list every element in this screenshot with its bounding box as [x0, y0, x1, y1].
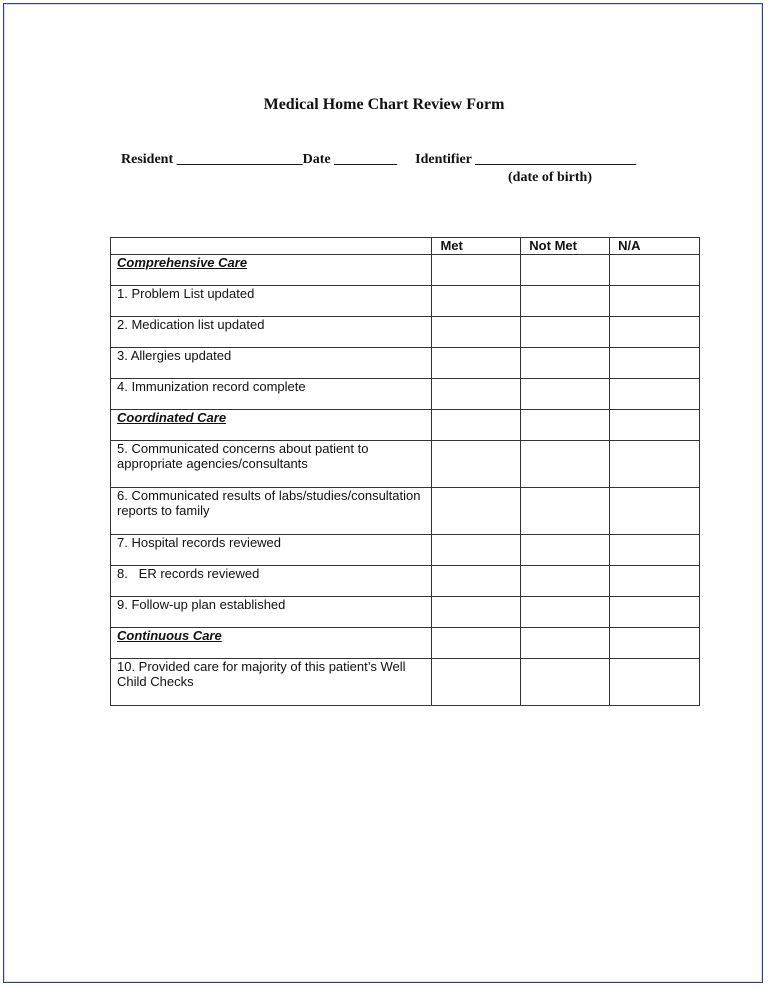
not-met-cell[interactable] [521, 379, 610, 410]
met-cell[interactable] [432, 348, 521, 379]
not-met-cell[interactable] [521, 566, 610, 597]
met-cell[interactable] [432, 597, 521, 628]
na-cell[interactable] [610, 566, 700, 597]
na-cell[interactable] [610, 488, 700, 535]
not-met-cell[interactable] [521, 488, 610, 535]
section-comprehensive-care: Comprehensive Care [117, 255, 248, 270]
met-cell[interactable] [432, 410, 521, 441]
na-cell[interactable] [610, 348, 700, 379]
form-title: Medical Home Chart Review Form [263, 96, 505, 113]
not-met-cell[interactable] [521, 535, 610, 566]
table-row [111, 441, 700, 488]
table-row [111, 410, 700, 441]
met-cell[interactable] [432, 317, 521, 348]
item-label: 1. Problem List updated [111, 286, 432, 317]
table-row [111, 379, 700, 410]
met-cell[interactable] [432, 441, 521, 488]
form-header-fields [121, 152, 636, 168]
date-field[interactable]: Date _________ [302, 152, 398, 167]
met-cell[interactable] [432, 566, 521, 597]
met-cell[interactable] [432, 628, 521, 659]
table-row [111, 488, 700, 535]
na-cell[interactable] [610, 410, 700, 441]
item-label: 10. Provided care for majority of this patient’s Well Child Checks [111, 659, 432, 706]
table-row [111, 317, 700, 348]
resident-field[interactable]: Resident __________________ [121, 152, 303, 167]
section-continuous-care: Continuous Care [117, 628, 222, 643]
not-met-cell[interactable] [521, 317, 610, 348]
table-row [111, 348, 700, 379]
table-header-row [111, 238, 700, 255]
not-met-cell[interactable] [521, 441, 610, 488]
header-item [111, 238, 432, 255]
item-label: 2. Medication list updated [111, 317, 432, 348]
header-na: N/A [610, 238, 700, 255]
met-cell[interactable] [432, 535, 521, 566]
table-row [111, 255, 700, 286]
met-cell[interactable] [432, 488, 521, 535]
table-row [111, 628, 700, 659]
met-cell[interactable] [432, 286, 521, 317]
header-met: Met [432, 238, 521, 255]
na-cell[interactable] [610, 535, 700, 566]
met-cell[interactable] [432, 255, 521, 286]
not-met-cell[interactable] [521, 597, 610, 628]
na-cell[interactable] [610, 255, 700, 286]
na-cell[interactable] [610, 659, 700, 706]
na-cell[interactable] [610, 317, 700, 348]
not-met-cell[interactable] [521, 286, 610, 317]
not-met-cell[interactable] [521, 255, 610, 286]
table-row [111, 597, 700, 628]
na-cell[interactable] [610, 441, 700, 488]
table-row [111, 286, 700, 317]
date-of-birth-note: (date of birth) [508, 170, 592, 185]
met-cell[interactable] [432, 659, 521, 706]
table-row [111, 659, 700, 706]
identifier-field[interactable]: Identifier _______________________ [415, 152, 637, 167]
na-cell[interactable] [610, 379, 700, 410]
na-cell[interactable] [610, 628, 700, 659]
item-label: 8. ER records reviewed [111, 566, 432, 597]
met-cell[interactable] [432, 379, 521, 410]
not-met-cell[interactable] [521, 628, 610, 659]
not-met-cell[interactable] [521, 659, 610, 706]
section-coordinated-care: Coordinated Care [117, 410, 227, 425]
item-label: 4. Immunization record complete [111, 379, 432, 410]
item-label: 3. Allergies updated [111, 348, 432, 379]
table-row [111, 535, 700, 566]
review-table [110, 237, 700, 706]
na-cell[interactable] [610, 286, 700, 317]
item-label: 7. Hospital records reviewed [111, 535, 432, 566]
item-label: 5. Communicated concerns about patient to appropriate agencies/consultants [111, 441, 432, 488]
not-met-cell[interactable] [521, 410, 610, 441]
table-row [111, 566, 700, 597]
na-cell[interactable] [610, 597, 700, 628]
not-met-cell[interactable] [521, 348, 610, 379]
item-label: 6. Communicated results of labs/studies/consultation reports to family [111, 488, 432, 535]
header-not-met: Not Met [521, 238, 610, 255]
item-label: 9. Follow-up plan established [111, 597, 432, 628]
